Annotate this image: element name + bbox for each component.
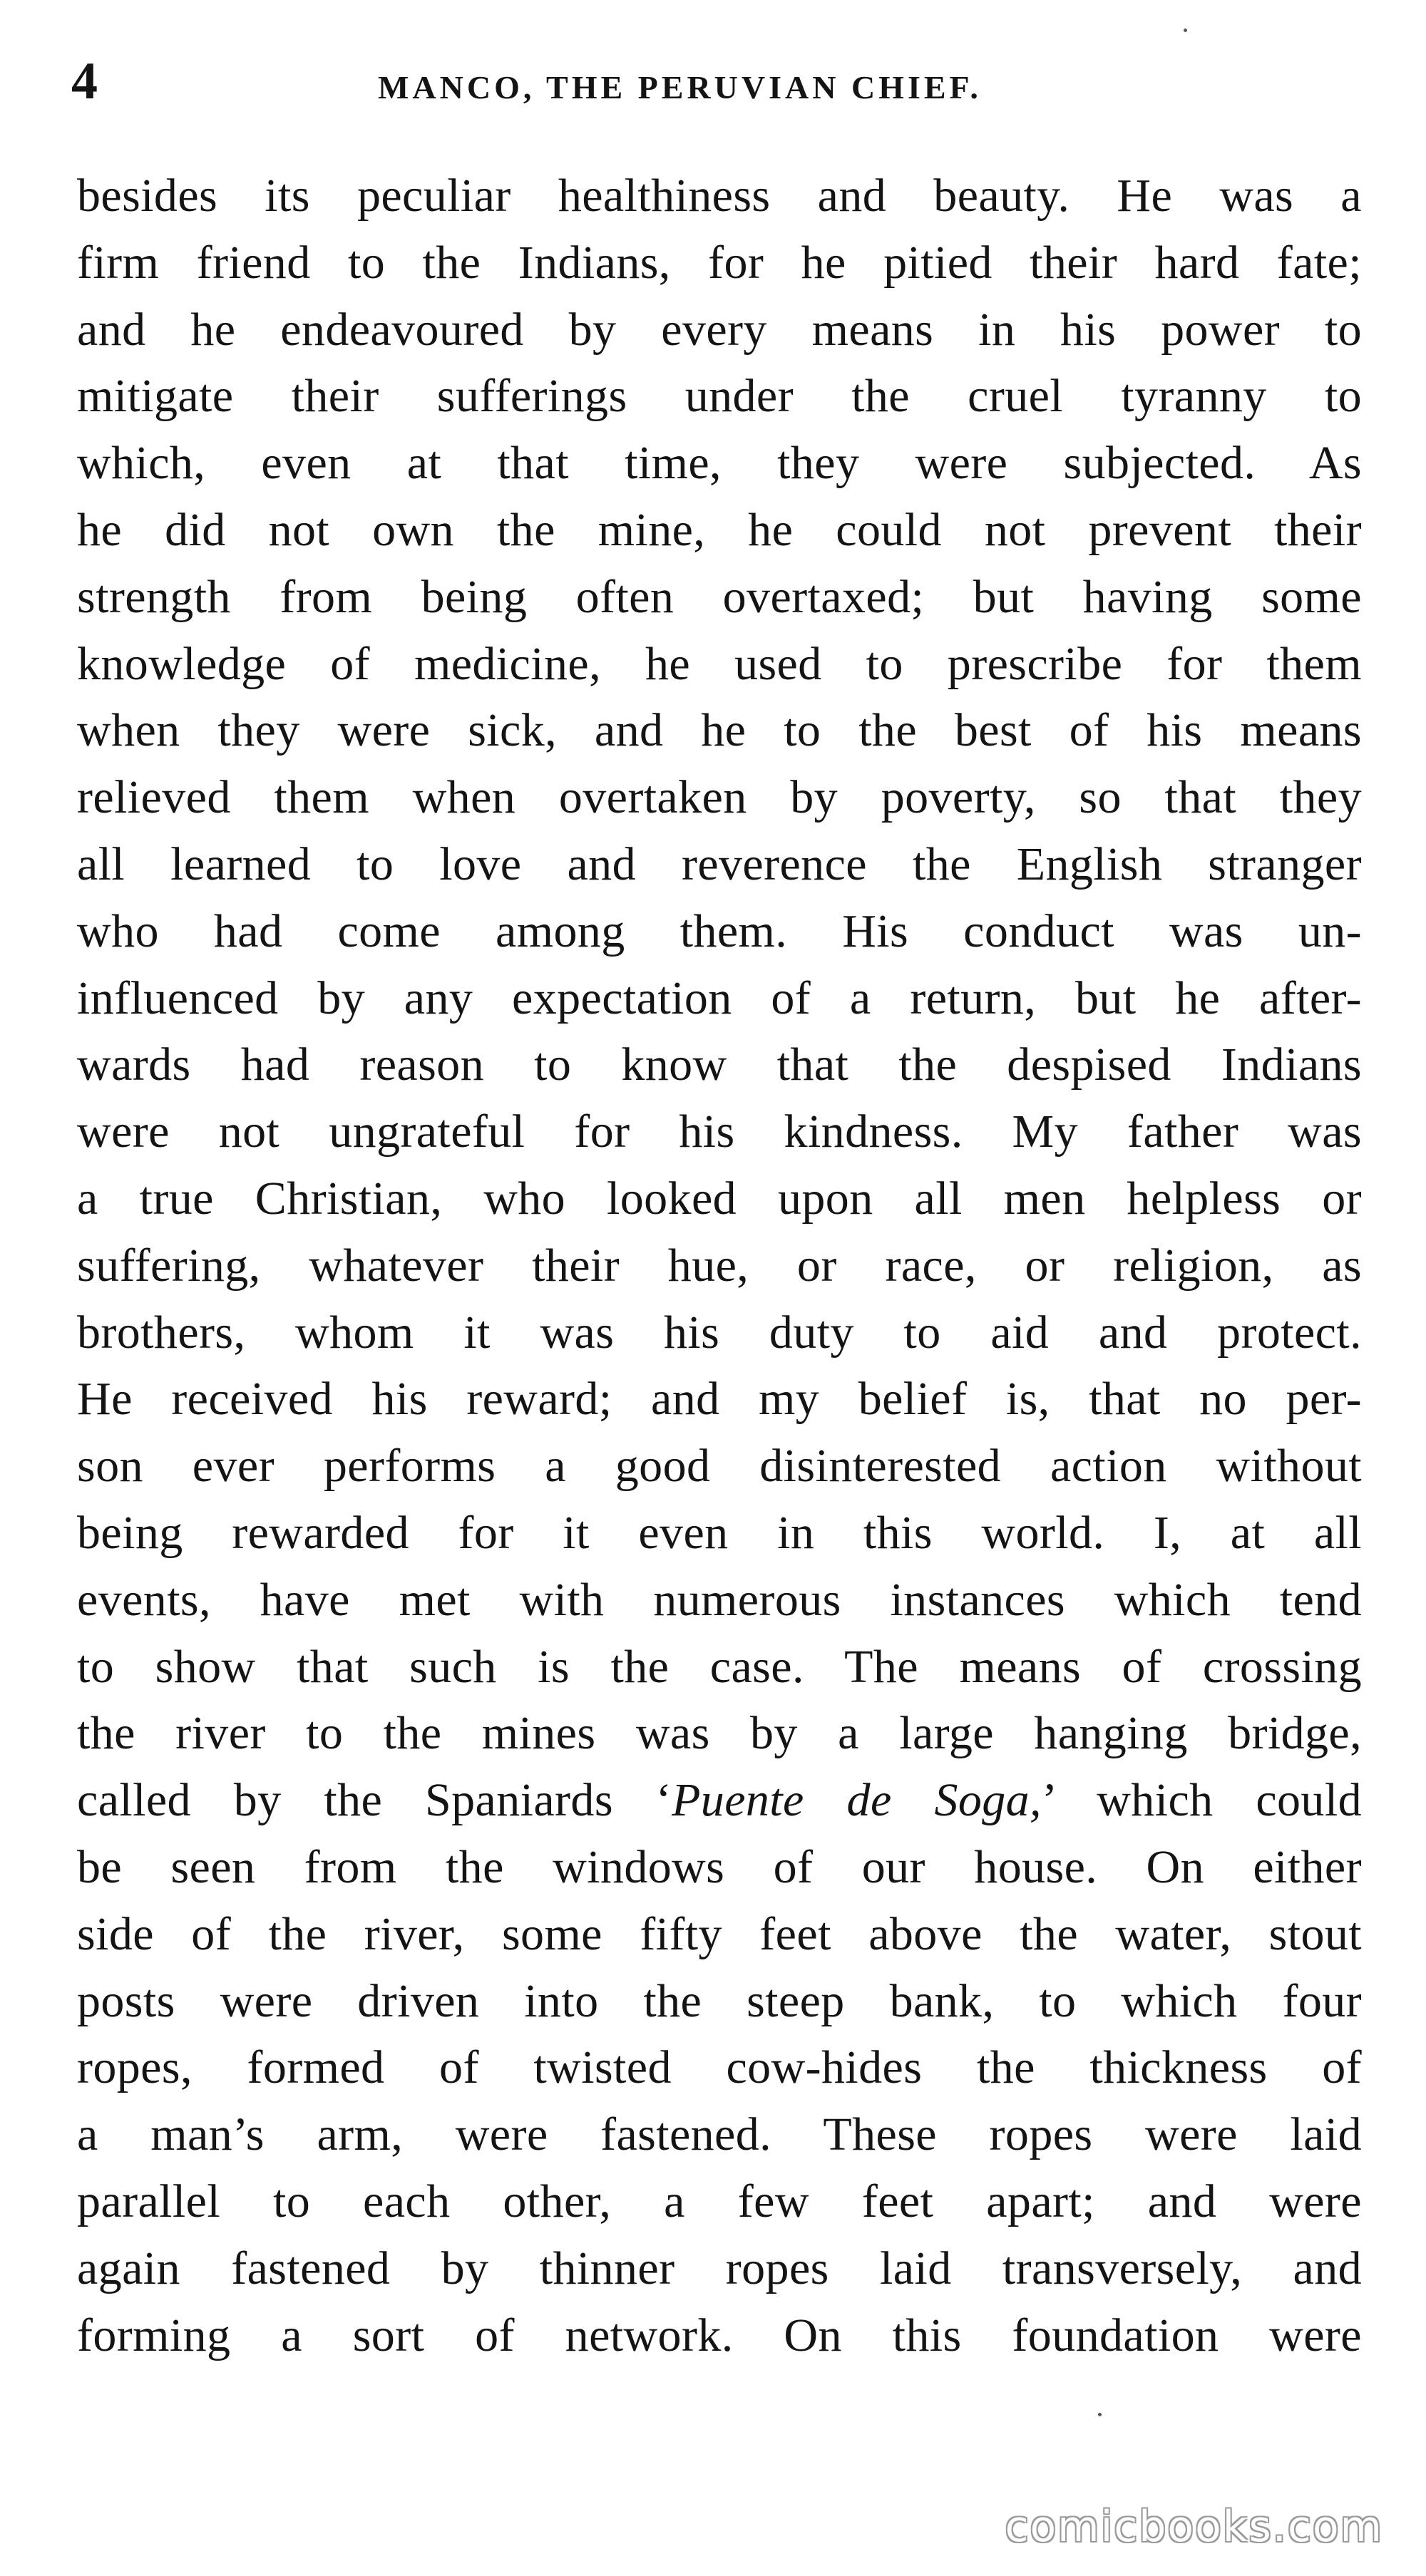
text-line: forming a sort of network. On this foundation were [77, 2309, 1362, 2361]
text-line: to show that such is the case. The means of crossing [77, 1640, 1362, 1693]
italic-phrase: Puente de Soga, [672, 1774, 1042, 1827]
text-line: who had come among them. His conduct was un- [77, 905, 1362, 957]
text-segment: ’ which could [1041, 1774, 1362, 1827]
body-text [77, 163, 1362, 2369]
text-line: brothers, whom it was his duty to aid and protect. [77, 1306, 1362, 1359]
running-head: MANCO, THE PERUVIAN CHIEF. [378, 69, 982, 105]
text-line: be seen from the windows of our house. On either [77, 1840, 1362, 1893]
text-line: knowledge of medicine, he used to prescribe for them [77, 637, 1362, 690]
text-line: parallel to each other, a few feet apart; and were [77, 2175, 1362, 2227]
text-line: besides its peculiar healthiness and beauty. He was a [77, 170, 1362, 222]
page-header [71, 51, 1369, 115]
text-line: he did not own the mine, he could not prevent their [77, 503, 1362, 556]
text-line: side of the river, some fifty feet above the water, stout [77, 1907, 1362, 1960]
text-line: suffering, whatever their hue, or race, or religion, as [77, 1239, 1362, 1292]
text-line: when they were sick, and he to the best of his means [77, 704, 1362, 757]
text-line-with-italic [77, 1767, 1362, 1834]
watermark: comicbooks.com [1005, 2502, 1383, 2552]
text-line: and he endeavoured by every means in his power to [77, 303, 1362, 356]
text-line: which, even at that time, they were subjected. As [77, 437, 1362, 490]
text-line: He received his reward; and my belief is, that no per- [77, 1373, 1362, 1426]
text-line: being rewarded for it even in this world. I, at all [77, 1506, 1362, 1559]
paper-speck [1184, 29, 1187, 32]
text-line: were not ungrateful for his kindness. My father was [77, 1106, 1362, 1158]
paper-speck [1098, 2413, 1102, 2416]
text-line: strength from being often overtaxed; but having some [77, 570, 1362, 623]
text-line: wards had reason to know that the despised Indians [77, 1039, 1362, 1091]
text-line: firm friend to the Indians, for he pitied their hard fate; [77, 236, 1362, 289]
text-line: mitigate their sufferings under the cruel tyranny to [77, 370, 1362, 423]
text-line: a man’s arm, were fastened. These ropes were laid [77, 2108, 1362, 2161]
text-line: ropes, formed of twisted cow-hides the thickness of [77, 2041, 1362, 2094]
text-line: all learned to love and reverence the English stranger [77, 838, 1362, 890]
text-segment: called by the Spaniards ‘ [77, 1774, 672, 1827]
page-number: 4 [71, 52, 98, 110]
text-line: influenced by any expectation of a return, but he after- [77, 972, 1362, 1024]
text-line: events, have met with numerous instances which tend [77, 1573, 1362, 1626]
text-line: a true Christian, who looked upon all men helpless or [77, 1172, 1362, 1225]
text-line: posts were driven into the steep bank, to which four [77, 1974, 1362, 2027]
text-line: relieved them when overtaken by poverty, so that they [77, 771, 1362, 824]
text-line: again fastened by thinner ropes laid transversely, and [77, 2242, 1362, 2294]
text-line: son ever performs a good disinterested action without [77, 1440, 1362, 1493]
text-line: the river to the mines was by a large hanging bridge, [77, 1707, 1362, 1760]
